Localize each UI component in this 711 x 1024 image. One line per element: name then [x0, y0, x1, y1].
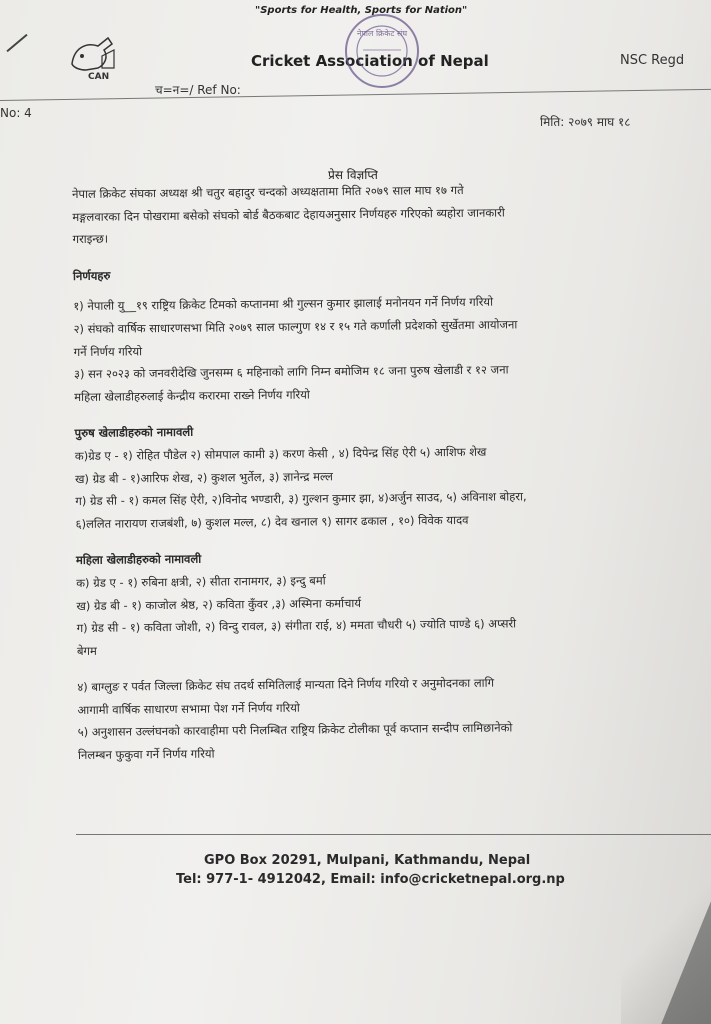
women-line: ग) ग्रेड सी - १) कविता जोशी, २) विन्दु रावल, ३) संगीता राई, ४) ममता चौधरी ५) ज्योति पाण्डे ६) अप्सरी — [76, 616, 517, 636]
slogan: "Sports for Health, Sports for Nation" — [255, 5, 468, 16]
intro-line: गराइन्छ। — [72, 231, 109, 247]
women-heading: महिला खेलाडीहरुको नामावली — [75, 551, 202, 568]
footer-contact: Tel: 977-1- 4912042, Email: info@cricketnepal.org.np — [176, 872, 565, 887]
intro-line: नेपाल क्रिकेट संघका अध्यक्ष श्री चतुर बहादुर चन्दको अध्यक्षतामा मिति २०७९ साल माघ १७ गते — [72, 182, 464, 201]
org-name: Cricket Association of Nepal — [251, 52, 489, 70]
men-line: ख) ग्रेड बी - १)आरिफ शेख, २) कुशल भुर्तेल, ३) ज्ञानेन्द्र मल्ल — [75, 468, 333, 486]
decision-line: ४) बाग्लुङ र पर्वत जिल्ला क्रिकेट संघ तदर्थ समितिलाई मान्यता दिने निर्णय गरियो र अनुमोदनका लागि — [77, 675, 495, 695]
date: मिति: २०७९ माघ १८ — [540, 115, 631, 129]
decisions-heading: निर्णयहरु — [72, 268, 111, 283]
women-line: ख) ग्रेड बी - १) काजोल श्रेष्ठ, २) कविता कुँवर ,३) अस्मिना कर्माचार्य — [76, 595, 362, 613]
men-line: क)ग्रेड ए - १) रोहित पौडेल २) सोमपाल कामी ३) करण केसी , ४) दिपेन्द्र सिंह ऐरी ५) आशिफ शेख — [74, 444, 487, 463]
women-line: क) ग्रेड ए - १) रुबिना क्षत्री, २) सीता रानामगर, ३) इन्दु बर्मा — [76, 573, 326, 590]
official-seal-icon — [343, 12, 421, 90]
men-line: ६)ललित नारायण राजबंशी, ७) कुशल मल्ल, ८) देव खनाल ९) सागर ढकाल , १०) विवेक यादव — [75, 512, 469, 531]
men-line: ग) ग्रेड सी - १) कमल सिंह ऐरी, २)विनोद भण्डारी, ३) गुल्शन कुमार झा, ४)अर्जुन साउद, ५) अविनाश बोहरा, — [75, 489, 527, 509]
decision-line: महिला खेलाडीहरुलाई केन्द्रीय करारमा राख्ने निर्णय गरियो — [74, 387, 310, 404]
decision-line: गर्ने निर्णय गरियो — [73, 343, 143, 359]
decision-line: १) नेपाली यु__१९ राष्ट्रिय क्रिकेट टिमको कप्तानमा श्री गुल्सन कुमार झालाई मनोनयन गर्ने निर्णय गरियो — [73, 294, 494, 314]
ref-no: च=न=/ Ref No: — [155, 83, 241, 97]
letter-body — [72, 177, 698, 767]
document-title: प्रेस विज्ञप्ति — [328, 168, 378, 182]
regd-label: NSC Regd — [620, 53, 685, 68]
decision-line: निलम्बन फुकुवा गर्ने निर्णय गरियो — [77, 746, 215, 763]
footer-address: GPO Box 20291, Mulpani, Kathmandu, Nepal — [204, 853, 531, 868]
women-line: बेगम — [76, 643, 97, 658]
intro-line: मङ्गलवारका दिन पोखरामा बसेको संघको बोर्ड बैठकबाट देहायअनुसार निर्णयहरु गरिएको ब्यहोरा जानकारी — [72, 205, 505, 224]
decision-line: ५) अनुशासन उल्लंघनको कारवाहीमा परी निलम्बित राष्ट्रिय क्रिकेट टोलीका पूर्व कप्तान सन्दीप लामिछानेको — [77, 720, 513, 740]
men-heading: पुरुष खेलाडीहरुको नामावली — [74, 425, 194, 441]
decision-line: २) संघको वार्षिक साधारणसभा मिति २०७९ साल फाल्गुण १४ र १५ गते कर्णाली प्रदेशको सुर्खेतमा आयोजना — [73, 317, 518, 336]
decision-line: आगामी वार्षिक साधारण सभामा पेश गर्ने निर्णय गरियो — [77, 700, 300, 717]
letter-number: No: 4 — [0, 106, 32, 120]
decision-line: ३) सन २०२३ को जनवरीदेखि जुनसम्म ६ महिनाको लागि निम्न बमोजिम १८ जना पुरुष खेलाडी र १२ जना — [73, 362, 509, 382]
page-shadow — [621, 874, 711, 1024]
footer-rule — [76, 834, 711, 835]
seal-name-nepali: नेपाल क्रिकेट संघ — [356, 29, 408, 38]
logo-text: CAN — [88, 72, 110, 82]
